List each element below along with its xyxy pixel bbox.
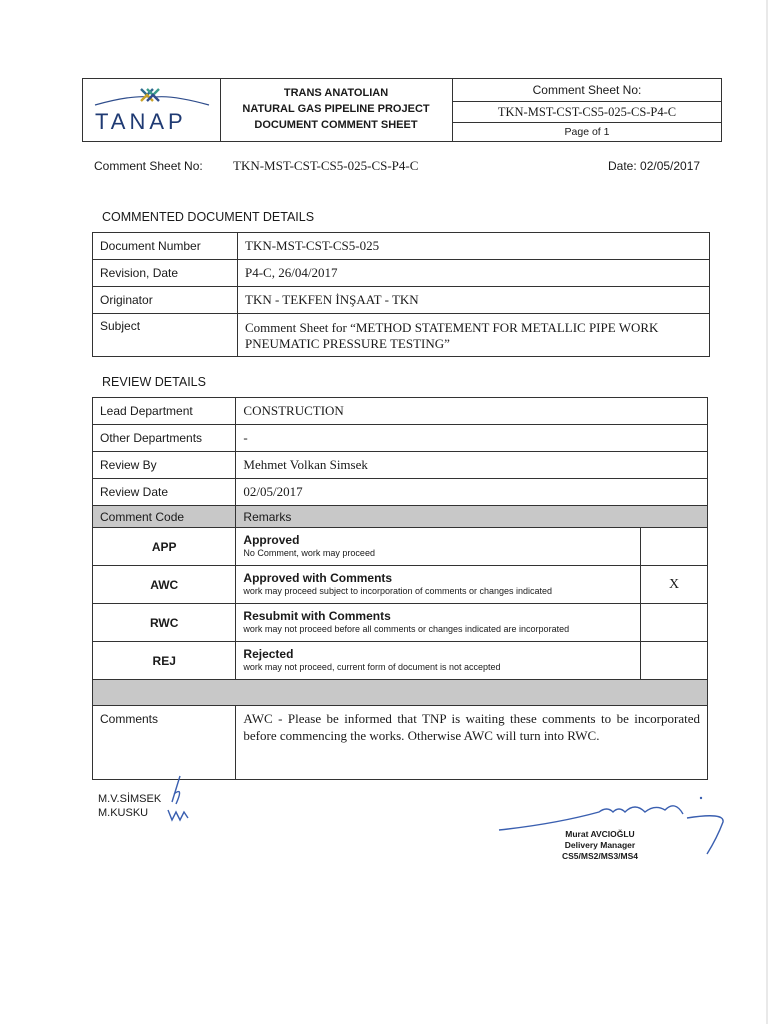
- table-row: [93, 479, 708, 506]
- code-header-row: [93, 506, 708, 528]
- row-value: P4-C, 26/04/2017: [238, 260, 710, 287]
- project-line: NATURAL GAS PIPELINE PROJECT: [242, 103, 430, 115]
- code-mark: [641, 604, 708, 642]
- table-row: [93, 287, 710, 314]
- manager-scope: CS5/MS2/MS3/MS4: [561, 851, 639, 861]
- reviewer-name: M.V.SİMSEK: [98, 793, 162, 805]
- code-remark: [236, 604, 641, 642]
- code-row-rej: [93, 642, 708, 680]
- project-line: DOCUMENT COMMENT SHEET: [254, 119, 418, 131]
- table-row: [93, 398, 708, 425]
- comment-sheet-label: Comment Sheet No:: [453, 79, 721, 102]
- table-row: [93, 452, 708, 479]
- comments-label: Comments: [93, 706, 236, 780]
- row-label: Review By: [93, 452, 236, 479]
- remark-title: Approved with Comments: [243, 571, 393, 585]
- commented-section-title: COMMENTED DOCUMENT DETAILS: [102, 210, 315, 224]
- row-value: TKN - TEKFEN İNŞAAT - TKN: [238, 287, 710, 314]
- comments-row: [93, 706, 708, 780]
- row-value: TKN-MST-CST-CS5-025: [238, 233, 710, 260]
- page-number: Page of 1: [564, 126, 610, 138]
- code-mark: [641, 642, 708, 680]
- code-mark: [641, 528, 708, 566]
- commented-details-table: [92, 232, 710, 357]
- code-row-awc: [93, 566, 708, 604]
- review-section-title: REVIEW DETAILS: [102, 375, 206, 389]
- project-title: [220, 79, 453, 141]
- row-label: Other Departments: [93, 425, 236, 452]
- tanap-logo-mark: [91, 83, 213, 111]
- info-comment-sheet-number: TKN-MST-CST-CS5-025-CS-P4-C: [233, 158, 419, 173]
- info-date: Date: 02/05/2017: [608, 159, 701, 173]
- manager-title: Delivery Manager: [564, 840, 636, 850]
- comments-text: AWC - Please be informed that TNP is waiting these comments to be incorporated before commencing the works. Otherwise AWC will turn into RWC.: [236, 706, 708, 780]
- row-label: Review Date: [93, 479, 236, 506]
- row-label: Lead Department: [93, 398, 236, 425]
- remark-title: Resubmit with Comments: [243, 609, 391, 623]
- comment-code: AWC: [93, 566, 236, 604]
- code-remark: [236, 642, 641, 680]
- tanap-logo: [83, 79, 221, 141]
- code-mark: X: [641, 566, 708, 604]
- logo-wordmark: TANAP: [95, 109, 187, 134]
- table-row: [93, 233, 710, 260]
- comment-code: REJ: [93, 642, 236, 680]
- table-row: [93, 314, 710, 357]
- remark-title: Approved: [243, 533, 300, 547]
- review-details-table: [92, 397, 708, 780]
- remark-description: work may proceed subject to incorporation of comments or changes indicated: [243, 586, 553, 596]
- row-label: Document Number: [93, 233, 238, 260]
- comment-code: APP: [93, 528, 236, 566]
- row-value: -: [236, 425, 708, 452]
- separator-row: [93, 680, 708, 706]
- remark-description: work may not proceed before all comments or changes indicated are incorporated: [243, 624, 570, 634]
- reviewer-name: M.KUSKU: [98, 807, 149, 819]
- row-value: CONSTRUCTION: [236, 398, 708, 425]
- manager-name: Murat AVCIOĞLU: [565, 829, 635, 839]
- initials-signature: [158, 772, 198, 830]
- row-label: Subject: [93, 314, 238, 357]
- comment-sheet-number: TKN-MST-CST-CS5-025-CS-P4-C: [453, 102, 721, 123]
- separator-cell: [93, 680, 708, 706]
- comment-code: RWC: [93, 604, 236, 642]
- code-remark: [236, 566, 641, 604]
- reviewer-names: [98, 792, 161, 820]
- comment-sheet-info: [453, 79, 721, 141]
- table-row: [93, 260, 710, 287]
- project-line: TRANS ANATOLIAN: [283, 87, 389, 99]
- info-comment-sheet-label: Comment Sheet No:: [94, 159, 203, 173]
- document-header: [82, 78, 722, 142]
- comment-code-header: Comment Code: [93, 506, 236, 528]
- row-label: Originator: [93, 287, 238, 314]
- row-value: Mehmet Volkan Simsek: [236, 452, 708, 479]
- remark-description: No Comment, work may proceed: [243, 548, 375, 558]
- remark-title: Rejected: [243, 647, 294, 661]
- table-row: [93, 425, 708, 452]
- code-row-rwc: [93, 604, 708, 642]
- manager-signature-block: [540, 829, 660, 862]
- row-value: Comment Sheet for “METHOD STATEMENT FOR METALLIC PIPE WORK PNEUMATIC PRESSURE TESTING”: [238, 314, 710, 357]
- code-remark: [236, 528, 641, 566]
- row-label: Revision, Date: [93, 260, 238, 287]
- code-row-app: [93, 528, 708, 566]
- remarks-header: Remarks: [236, 506, 708, 528]
- remark-description: work may not proceed, current form of document is not accepted: [243, 662, 501, 672]
- row-value: 02/05/2017: [236, 479, 708, 506]
